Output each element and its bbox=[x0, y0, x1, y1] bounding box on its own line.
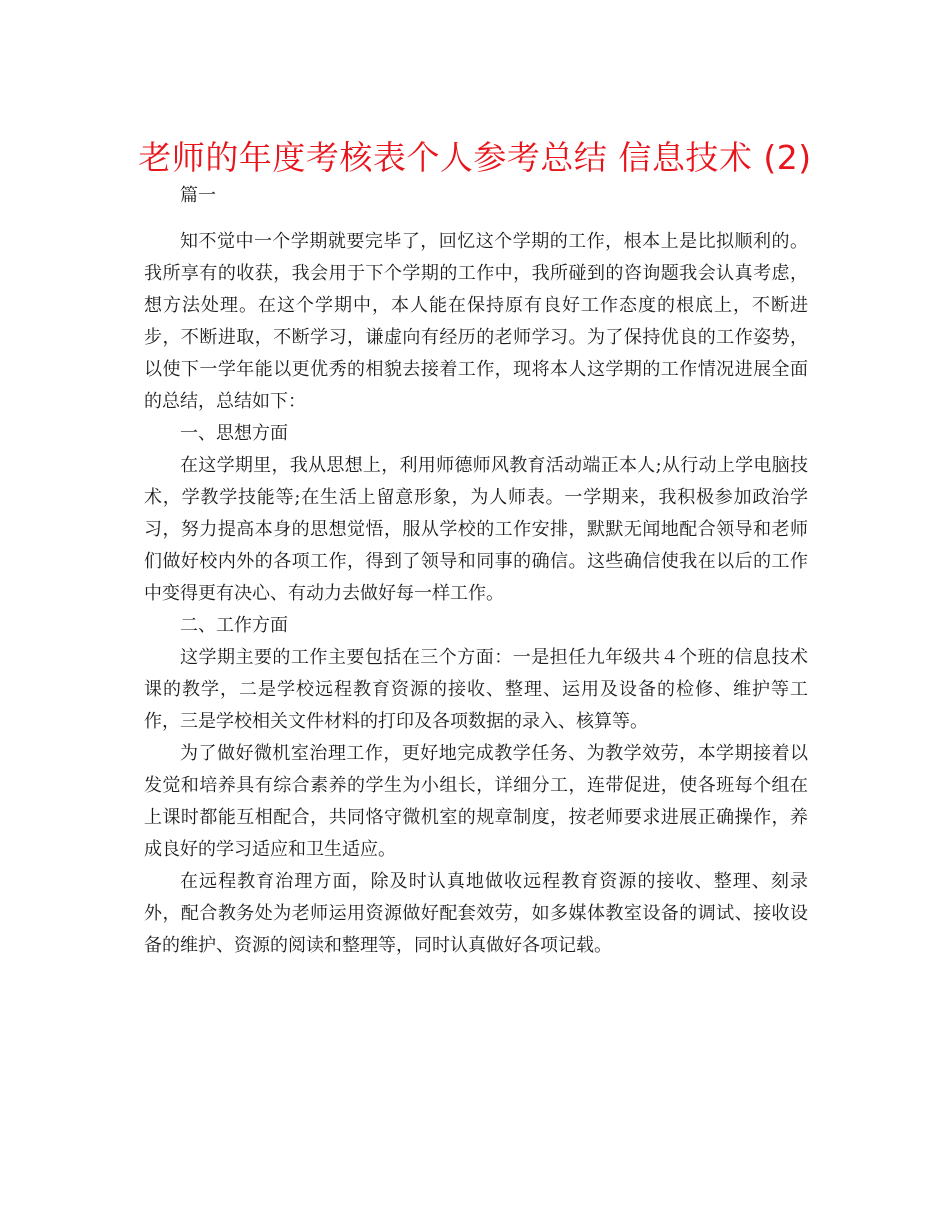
paragraph-thought: 在这学期里，我从思想上，利用师德师风教育活动端正本人;从行动上学电脑技术，学教学技能等;在生活上留意形象，为人师表。一学期来，我积极参加政治学习，努力提高本身的思想觉悟，服从学校的工作安排，默默无闻地配合领导和老师们做好校内外的各项工作，得到了领导和同事的确信。这些确信使我在以后的工作中变得更有决心、有动力去做好每一样工作。 bbox=[144, 455, 808, 604]
paragraph-remote-education: 在远程教育治理方面，除及时认真地做收远程教育资源的接收、整理、刻录外，配合教务处为老师运用资源做好配套效劳，如多媒体教室设备的调试、接收设备的维护、资源的阅读和整理等，同时认真做好各项记载。 bbox=[144, 871, 808, 956]
document-title: 老师的年度考核表个人参考总结 信息技术 (2) bbox=[138, 138, 812, 177]
intro-paragraph: 知不觉中一个学期就要完毕了，回忆这个学期的工作，根本上是比拟顺利的。我所享有的收获，我会用于下个学期的工作中，我所碰到的咨询题我会认真考虑，想方法处理。在这个学期中，本人能在保持原有良好工作态度的根底上，不断进步，不断进取，不断学习，谦虚向有经历的老师学习。为了保持优良的工作姿势，以使下一学年能以更优秀的相貌去接着工作，现将本人这学期的工作情况进展全面的总结，总结如下： bbox=[144, 231, 808, 412]
section-label: 篇一 bbox=[180, 185, 216, 206]
document-body bbox=[144, 180, 808, 962]
paragraph-work-main: 这学期主要的工作主要包括在三个方面：一是担任九年级共４个班的信息技术课的教学，二是学校远程教育资源的接收、整理、运用及设备的检修、维护等工作，三是学校相关文件材料的打印及各项数据的录入、核算等。 bbox=[144, 647, 808, 732]
heading-thought: 一、思想方面 bbox=[180, 423, 288, 444]
paragraph-computer-lab: 为了做好微机室治理工作，更好地完成教学任务、为教学效劳，本学期接着以发觉和培养具有综合素养的学生为小组长，详细分工，连带促进，使各班每个组在上课时都能互相配合，共同恪守微机室的规章制度，按老师要求进展正确操作，养成良好的学习适应和卫生适应。 bbox=[144, 743, 808, 860]
heading-work: 二、工作方面 bbox=[180, 615, 288, 636]
